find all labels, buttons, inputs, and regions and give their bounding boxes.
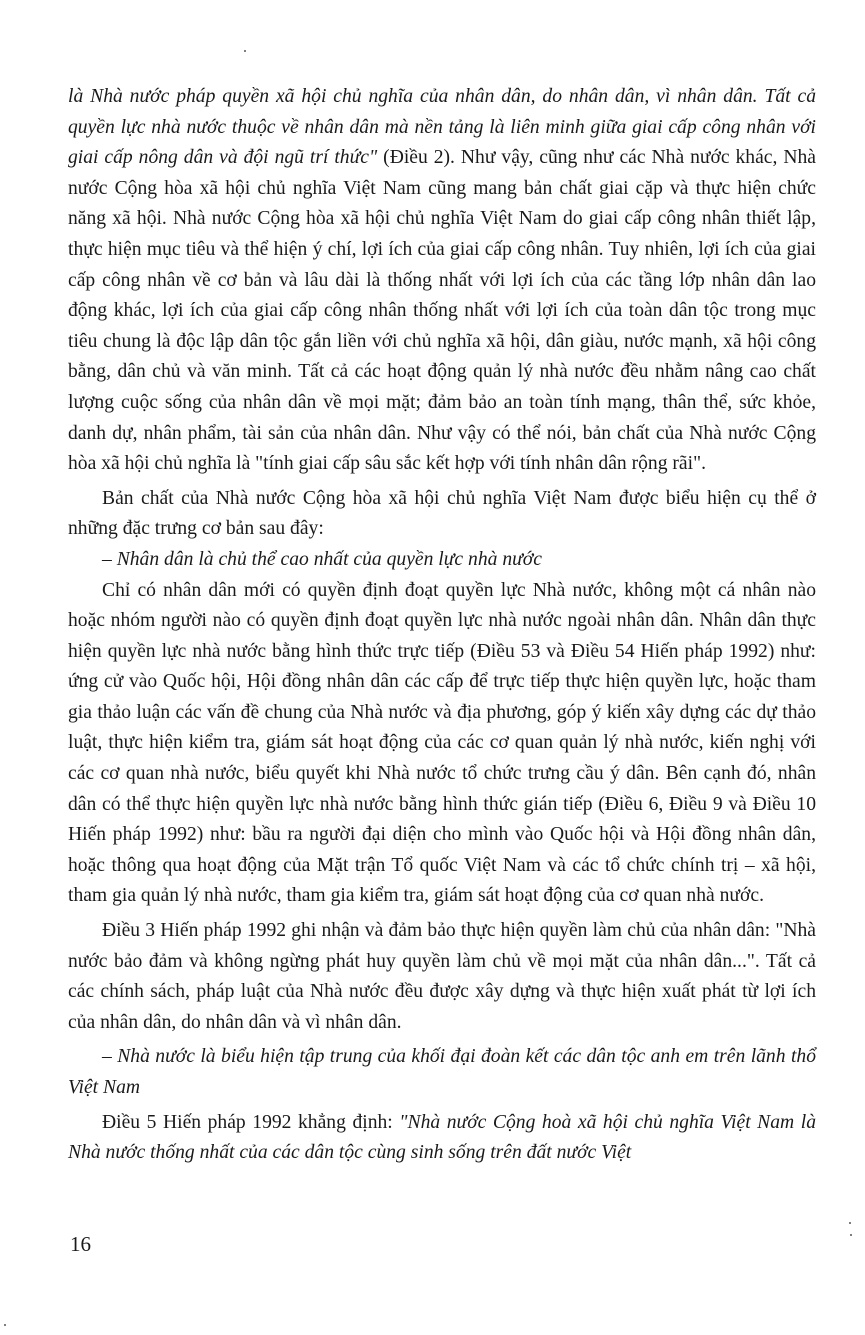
paragraph-2: Bản chất của Nhà nước Cộng hòa xã hội chủ nghĩa Việt Nam được biểu hiện cụ thể ở những đặc trưng cơ bản sau đây: <box>68 487 816 540</box>
scan-speck <box>850 1234 852 1236</box>
scan-speck <box>849 1222 851 1224</box>
article-5-quote: "Nhà nước Cộng hoà xã hội chủ nghĩa Việt Nam là Nhà nước thống nhất của các dân tộc cùng sinh sống trên đất nước Việt <box>68 1111 816 1164</box>
paragraph-4: Điều 3 Hiến pháp 1992 ghi nhận và đảm bảo thực hiện quyền làm chủ của nhân dân: "Nhà nước bảo đảm và không ngừng phát huy quyền làm chủ về mọi mặt của nhân dân...". Tất cả các chính sách, pháp luật của Nhà nước đều được xây dựng và thực hiện xuất phát từ lợi ích của nhân dân, do nhân dân và vì nhân dân. <box>68 920 816 1033</box>
paragraph-5 <box>68 1108 816 1169</box>
paragraph-5-lead: Điều 5 Hiến pháp 1992 khẳng định: <box>102 1111 400 1133</box>
paragraph-3: Chỉ có nhân dân mới có quyền định đoạt quyền lực Nhà nước, không một cá nhân nào hoặc nhóm người nào có quyền định đoạt quyền lực nhà nước ngoài nhân dân. Nhân dân thực hiện quyền lực nhà nước bằng hình thức trực tiếp (Điều 53 và Điều 54 Hiến pháp 1992) như: ứng cử vào Quốc hội, Hội đồng nhân dân các cấp để trực tiếp thực hiện quyền lực, hoặc tham gia thảo luận các vấn đề chung của Nhà nước và địa phương, góp ý kiến xây dựng các dự thảo luật, thực hiện kiểm tra, giám sát hoạt động của các cơ quan quản lý nhà nước, kiến nghị với các cơ quan nhà nước, biểu quyết khi Nhà nước tổ chức trưng cầu ý dân. Bên cạnh đó, nhân dân có thể thực hiện quyền lực nhà nước bằng hình thức gián tiếp (Điều 6, Điều 9 và Điều 10 Hiến pháp 1992) như: bầu ra người đại diện cho mình vào Quốc hội và Hội đồng nhân dân, hoặc thông qua hoạt động của Mặt trận Tổ quốc Việt Nam và các tổ chức chính trị – xã hội, tham gia quản lý nhà nước, tham gia kiểm tra, giám sát hoạt động của cơ quan nhà nước. <box>68 579 816 907</box>
scan-speck <box>244 50 246 52</box>
page-number: 16 <box>70 1232 91 1256</box>
scan-speck <box>4 1324 6 1326</box>
article-2-quote: là Nhà nước pháp quyền xã hội chủ nghĩa của nhân dân, do nhân dân, vì nhân dân. Tất cả quyền lực nhà nước thuộc về nhân dân mà nền tảng là liên minh giữa giai cấp công nhân với giai cấp nông dân và đội ngũ trí thức" <box>68 86 816 169</box>
paragraph-1 <box>68 82 816 480</box>
paragraph-1-text: (Điều 2). Như vậy, cũng như các Nhà nước khác, Nhà nước Cộng hòa xã hội chủ nghĩa Việt Nam cũng mang bản chất giai cặp và thực hiện chức năng xã hội. Nhà nước Cộng hòa xã hội chủ nghĩa Việt Nam do giai cấp công nhân thiết lập, thực hiện mục tiêu và thể hiện ý chí, lợi ích của giai cấp công nhân. Tuy nhiên, lợi ích của giai cấp công nhân về cơ bản và lâu dài là thống nhất với lợi ích của các tầng lớp nhân dân lao động khác, lợi ích của giai cấp công nhân thống nhất với lợi ích của toàn dân tộc trong mục tiêu chung là độc lập dân tộc gắn liền với chủ nghĩa xã hội, dân giàu, nước mạnh, xã hội công bằng, dân chủ và văn minh. Tất cả các hoạt động quản lý nhà nước đều nhằm nâng cao chất lượng cuộc sống của nhân dân về mọi mặt; đảm bảo an toàn tính mạng, thân thể, sức khỏe, danh dự, nhân phẩm, tài sản của nhân dân. Như vậy có thể nói, bản chất của Nhà nước Cộng hòa xã hội chủ nghĩa là "tính giai cấp sâu sắc kết hợp với tính nhân dân rộng rãi". <box>68 147 816 475</box>
document-body <box>68 82 816 1169</box>
section-heading-2: – Nhà nước là biểu hiện tập trung của khối đại đoàn kết các dân tộc anh em trên lãnh thổ Việt Nam <box>68 1046 816 1098</box>
section-heading-1: – Nhân dân là chủ thể cao nhất của quyền lực nhà nước <box>102 548 542 570</box>
